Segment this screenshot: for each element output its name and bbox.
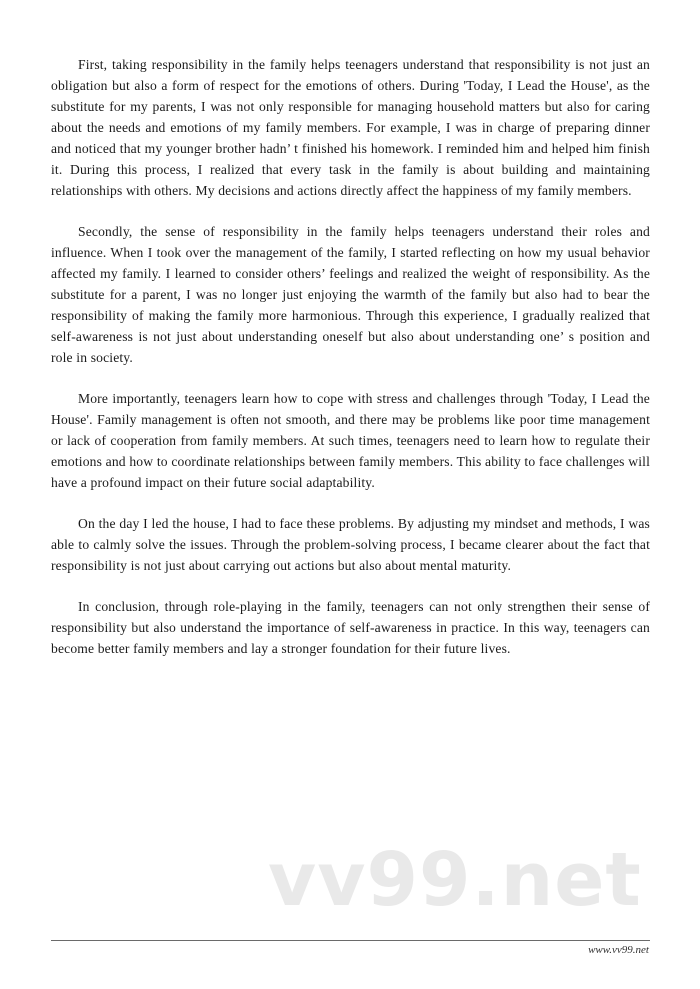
paragraph-4: On the day I led the house, I had to face these problems. By adjusting my mindset and methods, I was able to calmly solve the issues. Through the problem-solving process, I became clearer about the fact that responsibility is not just about carrying out actions but also about mental maturity.	[51, 516, 650, 573]
paragraph-5: In conclusion, through role-playing in the family, teenagers can not only strengthen their sense of responsibility but also understand the importance of self-awareness in practice. In this way, teenagers can become better family members and lay a stronger foundation for their future lives.	[51, 599, 650, 656]
footer-divider	[51, 940, 650, 941]
paragraph-3: More importantly, teenagers learn how to cope with stress and challenges through 'Today, I Lead the House'. Family management is often not smooth, and there may be problems like poor time management or lack of cooperation from family members. At such times, teenagers need to learn how to regulate their emotions and how to coordinate relationships between family members. This ability to face challenges will have a profound impact on their future social adaptability.	[51, 391, 650, 490]
footer-url: www.vv99.net	[588, 944, 649, 956]
paragraph-1: First, taking responsibility in the family helps teenagers understand that responsibility is not just an obligation but also a form of respect for the emotions of others. During 'Today, I Lead the House', as the substitute for my parents, I was not only responsible for managing household matters but also for caring about the needs and emotions of my family members. For example, I was in charge of preparing dinner and noticed that my younger brother hadn’ t finished his homework. I reminded him and helped him finish it. During this process, I realized that every task in the family is about building and maintaining relationships with others. My decisions and actions directly affect the happiness of my family members.	[51, 57, 650, 198]
watermark-text: vv99.net	[268, 837, 642, 923]
document-body	[51, 54, 650, 679]
paragraph-2: Secondly, the sense of responsibility in the family helps teenagers understand their roles and influence. When I took over the management of the family, I started reflecting on how my usual behavior affected my family. I learned to consider others’ feelings and realized the weight of responsibility. As the substitute for a parent, I was no longer just enjoying the warmth of the family but also had to bear the responsibility of making the family more harmonious. Through this experience, I gradually realized that self-awareness is not just about understanding oneself but also about understanding one’ s position and role in society.	[51, 224, 650, 365]
